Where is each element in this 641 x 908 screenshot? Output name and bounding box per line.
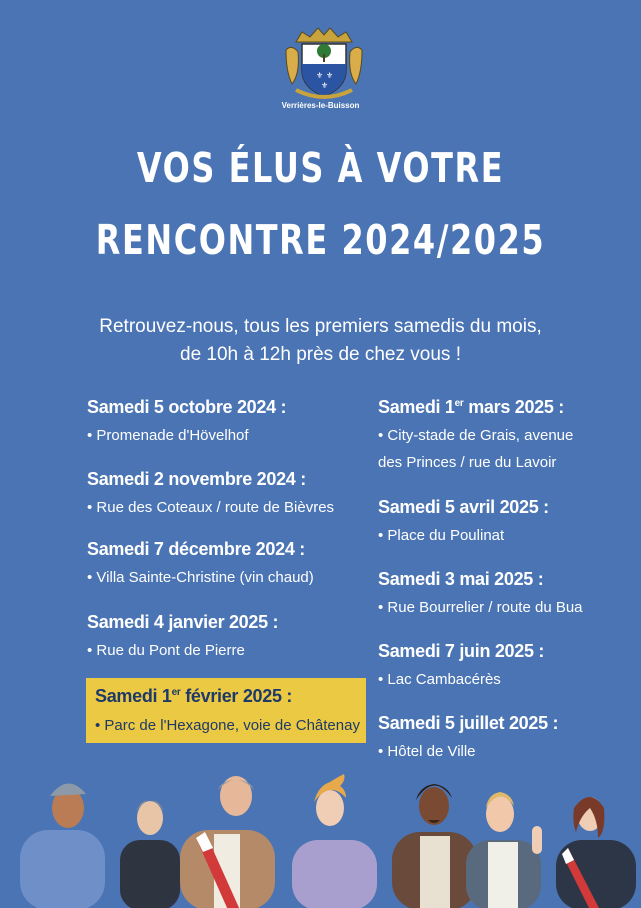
- events-left-column: [87, 395, 357, 680]
- person-icon: [532, 797, 636, 908]
- person-icon: [392, 784, 477, 908]
- person-icon: [20, 783, 105, 908]
- person-icon: [292, 774, 377, 908]
- coat-of-arms-icon: [282, 24, 366, 102]
- svg-text:⚜: ⚜: [326, 71, 334, 80]
- event-place: des Princes / rue du Lavoir: [378, 454, 557, 471]
- page-title-line1: VOS ÉLUS À VOTRE: [136, 144, 505, 192]
- event-place: • City-stade de Grais, avenue: [378, 427, 574, 444]
- event-place: • Villa Sainte-Christine (vin chaud): [87, 569, 314, 586]
- intro-text: [0, 313, 641, 369]
- event-date: Samedi 7 juin 2025 :: [378, 641, 545, 661]
- event-item: [378, 567, 618, 639]
- event-date: Samedi 2 novembre 2024 :: [87, 469, 306, 489]
- event-date: Samedi 4 janvier 2025 :: [87, 612, 279, 632]
- event-place: • Hôtel de Ville: [378, 743, 476, 760]
- event-date: Samedi 5 avril 2025 :: [378, 497, 549, 517]
- event-place: • Rue des Coteaux / route de Bièvres: [87, 499, 335, 516]
- event-date: Samedi 1er février 2025 :: [95, 686, 293, 706]
- event-item: [378, 639, 618, 711]
- event-date: Samedi 7 décembre 2024 :: [87, 539, 305, 559]
- event-date: Samedi 5 juillet 2025 :: [378, 713, 559, 733]
- person-icon: [466, 792, 541, 908]
- intro-line1: Retrouvez-nous, tous les premiers samedis du mois,: [99, 316, 542, 337]
- event-item: [87, 467, 357, 537]
- event-place: • Parc de l'Hexagone, voie de Châtenay: [95, 717, 360, 734]
- event-place: • Lac Cambacérès: [378, 671, 501, 688]
- event-item: [87, 395, 357, 467]
- town-name: Verrières-le-Buisson: [281, 101, 360, 110]
- event-place: • Promenade d'Hövelhof: [87, 427, 249, 444]
- events-right-column: [378, 395, 618, 783]
- event-place: • Place du Poulinat: [378, 527, 505, 544]
- people-illustration: [0, 768, 641, 908]
- event-place: • Rue du Pont de Pierre: [87, 642, 245, 659]
- page-title-line2: RENCONTRE 2024/2025: [95, 216, 546, 264]
- event-date: Samedi 5 octobre 2024 :: [87, 397, 287, 417]
- event-item: [87, 537, 357, 610]
- person-icon: [120, 800, 180, 908]
- event-item: [87, 610, 357, 680]
- event-date: Samedi 3 mai 2025 :: [378, 569, 544, 589]
- intro-line2: de 10h à 12h près de chez vous !: [180, 344, 461, 365]
- person-icon: [180, 776, 275, 908]
- svg-text:⚜: ⚜: [321, 81, 329, 90]
- event-place: • Rue Bourrelier / route du Bua: [378, 599, 583, 616]
- event-item: [378, 495, 618, 567]
- event-date: Samedi 1er mars 2025 :: [378, 397, 564, 417]
- highlighted-event: [86, 678, 366, 743]
- svg-text:⚜: ⚜: [316, 71, 324, 80]
- event-item: [378, 395, 618, 495]
